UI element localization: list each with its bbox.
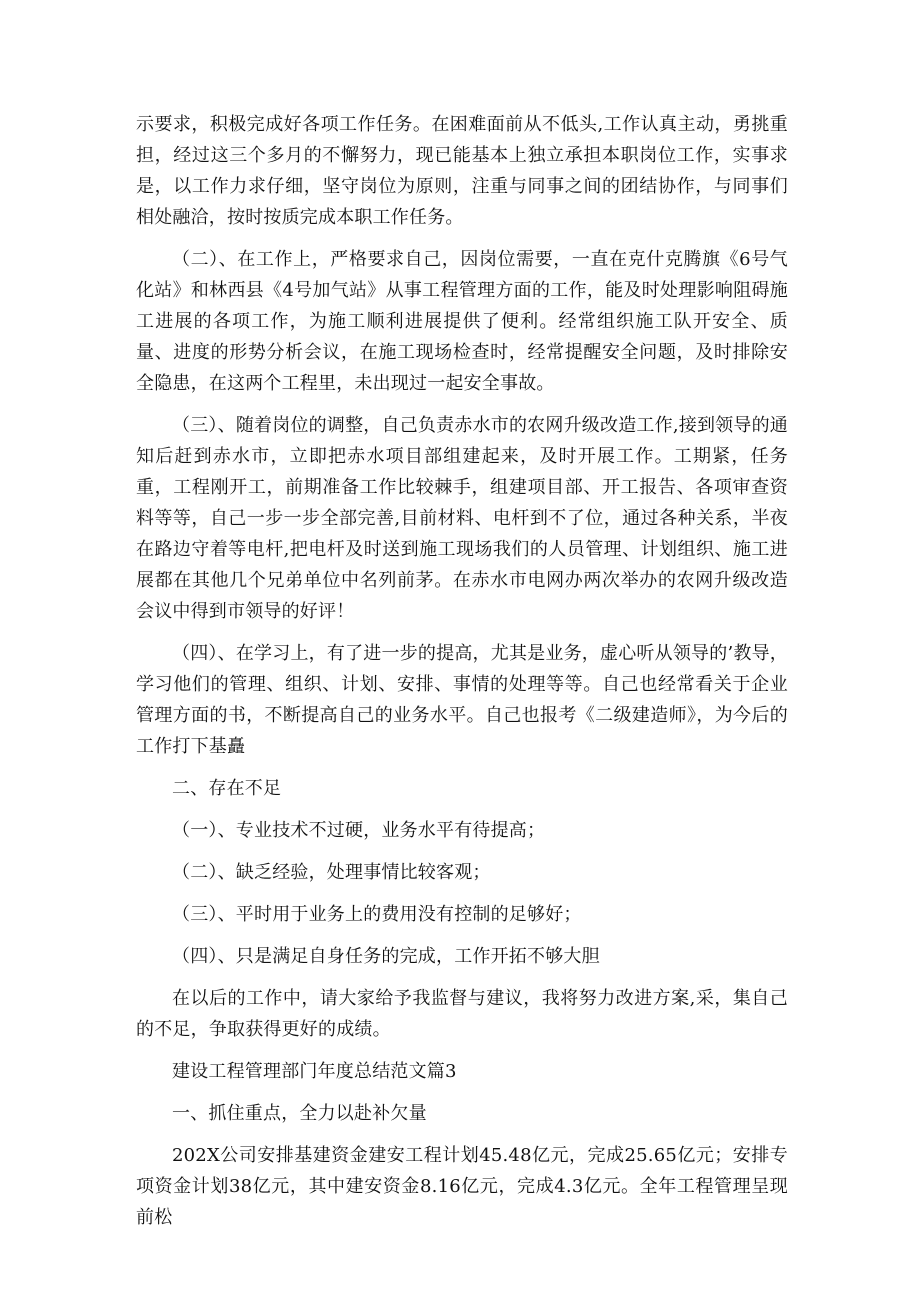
- shortcoming-item-2: （二）、缺乏经验，处理事情比较客观；: [172, 862, 491, 883]
- paragraph-work-attitude: 示要求，积极完成好各项工作任务。在困难面前从不低头,工作认真主动，勇挑重担，经过这三个多月的不懈努力，现已能基本上独立承担本职岗位工作，实事求是，以工作力求仔细，坚守岗位为原则，注重与同事之间的团结协作，与同事们相处融洽，按时按质完成本职工作任务。: [136, 114, 788, 228]
- paragraph-work-engineering: （二）、在工作上，严格要求自己，因岗位需要，一直在克什克腾旗《6号气化站》和林西县《4号加气站》从事工程管理方面的工作，能及时处理影响阻碍施工进展的各项工作，为施工顺利进展提供了便利。经常组织施工队开安全、质量、进度的形势分析会议，在施工现场检查时，经常提醒安全问题，及时排除安全隐患，在这两个工程里，未出现过一起安全事故。: [136, 249, 788, 394]
- shortcoming-item-3: （三）、平时用于业务上的费用没有控制的足够好；: [172, 904, 582, 925]
- article-title-part-3: 建设工程管理部门年度总结范文篇3: [172, 1061, 457, 1082]
- paragraph-chishui-project: （三）、随着岗位的调整，自己负责赤水市的农网升级改造工作,接到领导的通知后赶到赤水市，立即把赤水项目部组建起来，及时开展工作。工期紧，任务重，工程刚开工，前期准备工作比较棘手，组建项目部、开工报告、各项审查资料等等，自己一步一步全部完善,目前材料、电杆到不了位，通过各种关系，半夜在路边守着等电杆,把电杆及时送到施工现场我们的人员管理、计划组织、施工进展都在其他几个兄弟单位中名列前茅。在赤水市电网办两次举办的农网升级改造会议中得到市领导的好评！: [136, 415, 788, 622]
- shortcoming-item-4: （四）、只是满足自身任务的完成，工作开拓不够大胆: [172, 946, 600, 967]
- paragraph-future-work: 在以后的工作中，请大家给予我监督与建议，我将努力改进方案,采，集自己的不足，争取获得更好的成绩。: [136, 988, 788, 1040]
- paragraph-study: （四）、在学习上，有了进一步的提高，尤其是业务，虚心听从领导的’教导，学习他们的管理、组织、计划、安排、事情的处理等等。自己也经常看关于企业管理方面的书，不断提高自己的业务水平。自己也报考《二级建造师》，为今后的工作打下基矗: [136, 643, 788, 757]
- paragraph-investment-plan: 202X公司安排基建资金建安工程计划45.48亿元，完成25.65亿元；安排专项资金计划38亿元，其中建安资金8.16亿元，完成4.3亿元。全年工程管理呈现前松: [136, 1145, 788, 1228]
- section-heading-focus: 一、抓住重点，全力以赴补欠量: [172, 1103, 427, 1124]
- shortcoming-item-1: （一）、专业技术不过硬，业务水平有待提高；: [172, 820, 546, 841]
- document-body: [136, 109, 788, 1233]
- section-heading-shortcomings: 二、存在不足: [172, 778, 282, 799]
